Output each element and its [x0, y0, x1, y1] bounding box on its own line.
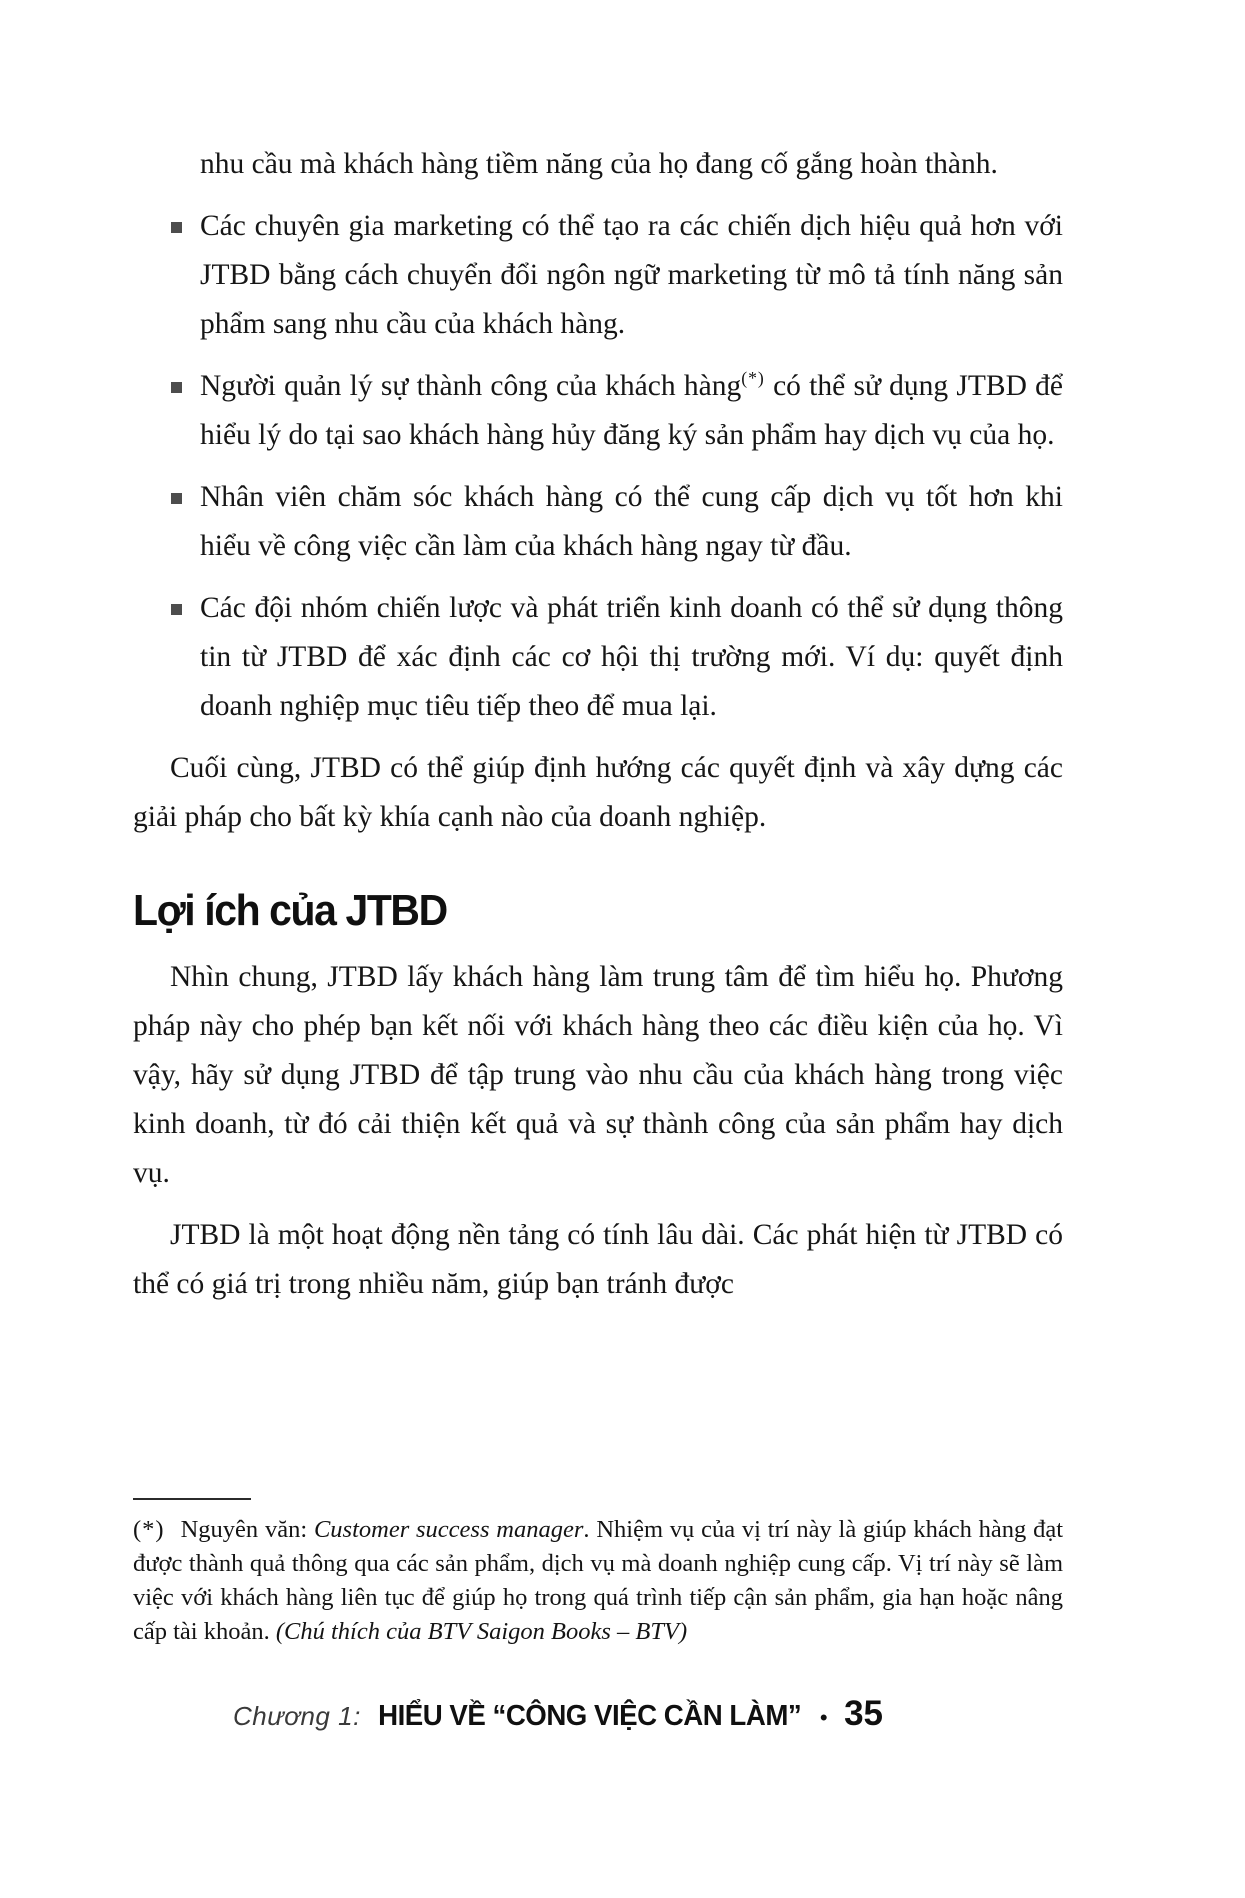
- bullet-text: Nhân viên chăm sóc khách hàng có thể cung cấp dịch vụ tốt hơn khi hiểu về công việc cần làm của khách hàng ngay từ đầu.: [200, 481, 1063, 562]
- square-bullet-icon: [171, 382, 182, 393]
- bullet-text: Người quản lý sự thành công của khách hàng: [200, 370, 742, 402]
- footnote-credit: (Chú thích của BTV Saigon Books – BTV): [275, 1618, 688, 1645]
- footnote-ref-superscript: (*): [741, 368, 765, 389]
- footnote-lead-text: Nguyên văn:: [180, 1516, 314, 1543]
- square-bullet-icon: [171, 604, 182, 615]
- chapter-label: Chương 1:: [233, 1701, 361, 1731]
- footnote-marker: (*): [133, 1516, 165, 1543]
- footnote: [133, 1513, 1063, 1649]
- footnote-block: [133, 1498, 1063, 1649]
- benefits-paragraph-2: JTBD là một hoạt động nền tảng có tính lâu dài. Các phát hiện từ JTBD có thể có giá trị trong nhiều năm, giúp bạn tránh được: [133, 1219, 1063, 1300]
- bullet-text: Các chuyên gia marketing có thể tạo ra các chiến dịch hiệu quả hơn với JTBD bằng cách chuyển đổi ngôn ngữ marketing từ mô tả tính năng sản phẩm sang nhu cầu của khách hàng.: [200, 210, 1063, 340]
- footer-separator-dot: •: [819, 1705, 828, 1730]
- bullet-item: [133, 584, 1063, 731]
- continuation-paragraph: nhu cầu mà khách hàng tiềm năng của họ đang cố gắng hoàn thành.: [200, 148, 998, 180]
- bullet-item: [133, 202, 1063, 349]
- footnote-italic-term: Customer success manager: [313, 1516, 584, 1543]
- bullet-text: có thể sử dụng JTBD để hiểu lý do tại sao khách hàng hủy đăng ký sản phẩm hay dịch vụ của họ.: [200, 370, 1063, 451]
- chapter-title: HIỂU VỀ “CÔNG VIỆC CẦN LÀM”: [378, 1700, 802, 1732]
- main-text-block: [133, 140, 1063, 1309]
- bullet-list: [133, 202, 1063, 731]
- closing-paragraph: Cuối cùng, JTBD có thể giúp định hướng các quyết định và xây dựng các giải pháp cho bất kỳ khía cạnh nào của doanh nghiệp.: [133, 752, 1063, 833]
- bullet-item: [133, 473, 1063, 571]
- bullet-item: [133, 362, 1063, 460]
- footnote-separator-rule: [133, 1498, 251, 1500]
- square-bullet-icon: [171, 493, 182, 504]
- page-footer: [0, 1694, 883, 1734]
- page-number: 35: [844, 1694, 883, 1733]
- section-heading: Lợi ích của JTBD: [133, 886, 447, 935]
- square-bullet-icon: [171, 222, 182, 233]
- bullet-text: Các đội nhóm chiến lược và phát triển kinh doanh có thể sử dụng thông tin từ JTBD để xác định các cơ hội thị trường mới. Ví dụ: quyết định doanh nghiệp mục tiêu tiếp theo để mua lại.: [200, 592, 1063, 722]
- benefits-paragraph-1: Nhìn chung, JTBD lấy khách hàng làm trung tâm để tìm hiểu họ. Phương pháp này cho phép bạn kết nối với khách hàng theo các điều kiện của họ. Vì vậy, hãy sử dụng JTBD để tập trung vào nhu cầu của khách hàng trong việc kinh doanh, từ đó cải thiện kết quả và sự thành công của sản phẩm hay dịch vụ.: [133, 961, 1063, 1189]
- footnote-body-text: . Nhiệm vụ của vị trí này là giúp khách hàng đạt được thành quả thông qua các sản phẩm, dịch vụ mà doanh nghiệp cung cấp. Vị trí này sẽ làm việc với khách hàng liên tục để giúp họ trong quá trình tiếp cận sản phẩm, gia hạn hoặc nâng cấp tài khoản.: [133, 1516, 1063, 1645]
